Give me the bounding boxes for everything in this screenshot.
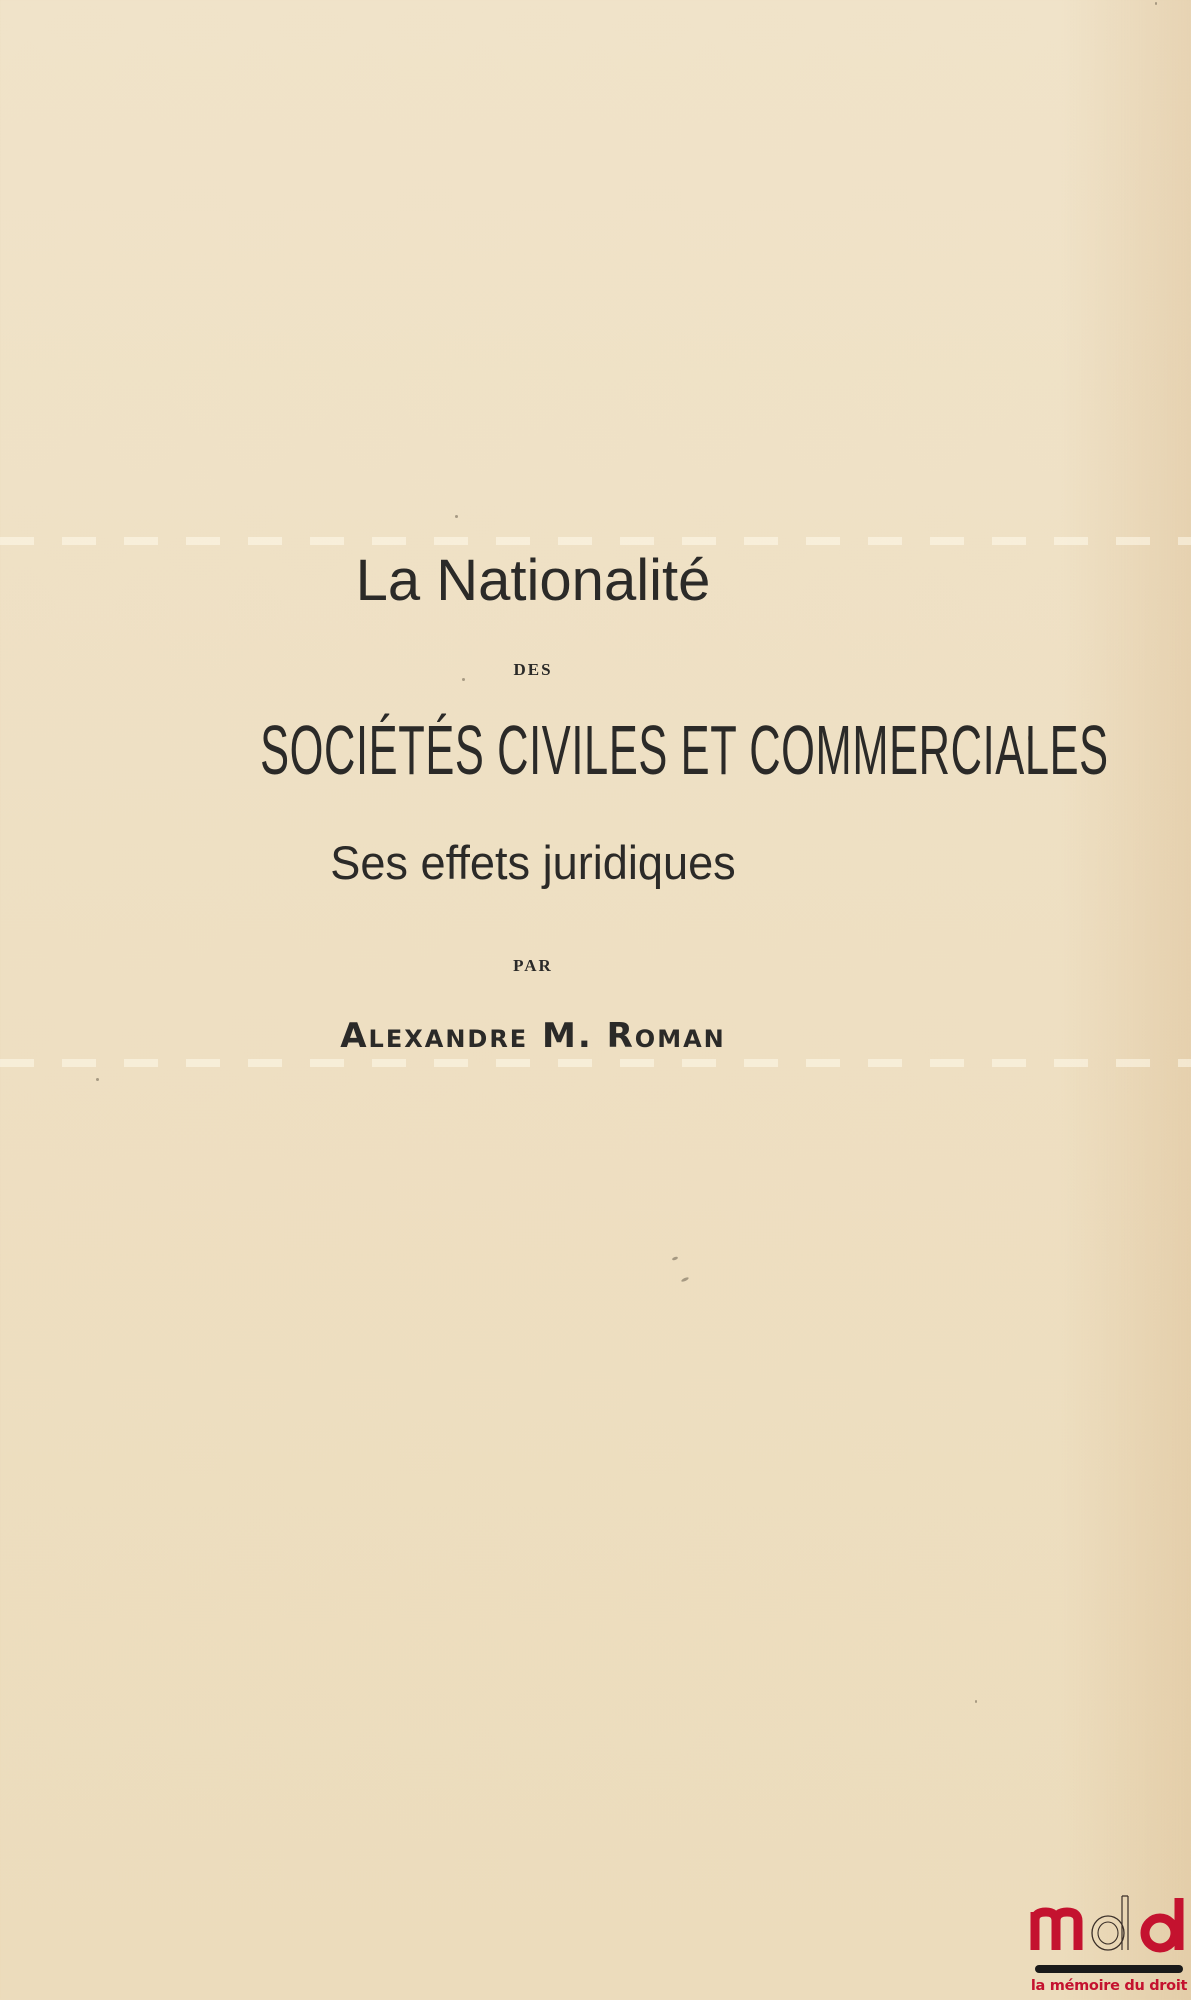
by-label: PAR	[513, 956, 553, 975]
paper-fold-mark-top	[0, 537, 1191, 545]
paper-speck	[455, 515, 458, 518]
logo-divider-bar	[1035, 1965, 1183, 1973]
logo-tagline: la mémoire du droit	[1030, 1978, 1188, 1994]
title-line-2-wrapper	[0, 711, 1109, 789]
title-line-1: La Nationalité	[355, 548, 711, 613]
subtitle: Ses effets juridiques	[330, 836, 736, 889]
mdd-wordmark-icon	[1030, 1888, 1190, 1966]
paper-speck	[975, 1700, 977, 1703]
title-line-2: SOCIÉTÉS CIVILES ET COMMERCIALES	[260, 711, 1109, 789]
paper-fold-mark-bottom	[0, 1059, 1191, 1067]
title-connector: DES	[513, 660, 553, 679]
paper-speck	[96, 1078, 99, 1081]
paper-speck	[1155, 2, 1157, 5]
author-name: Alexandre M. Roman	[340, 1016, 726, 1056]
mdd-logo	[1030, 1888, 1190, 2000]
paper-speck	[681, 1276, 690, 1282]
paper-speck	[672, 1256, 679, 1261]
